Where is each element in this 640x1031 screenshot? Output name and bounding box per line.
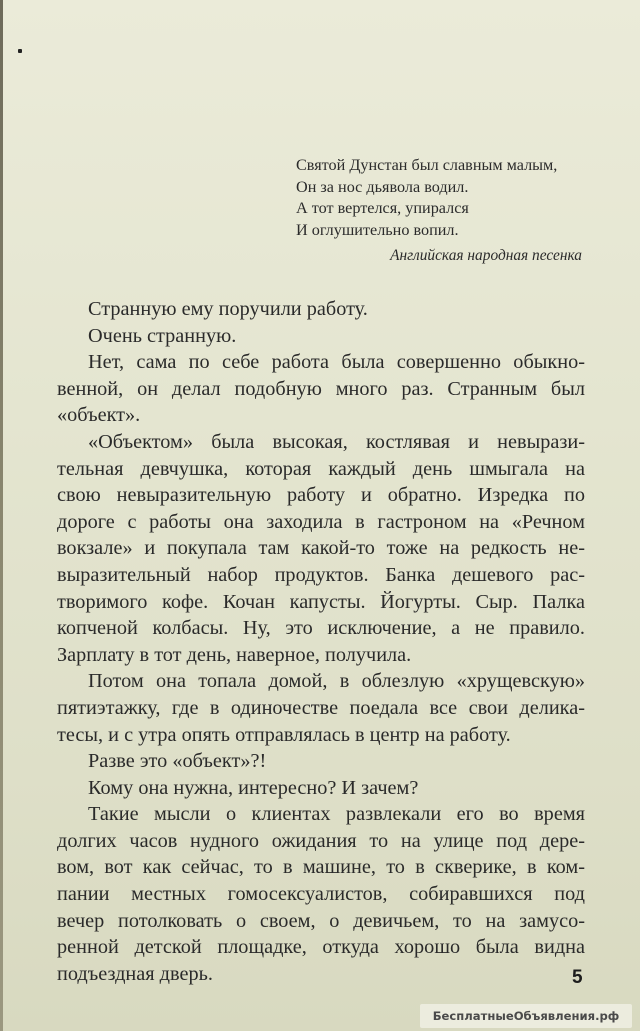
text-line: Очень странную. — [88, 324, 237, 347]
epigraph-line: Он за нос дьявола водил. — [296, 177, 469, 196]
text-line: Кому она нужна, интересно? И зачем? — [88, 776, 419, 799]
text-line: копченой колбасы. Ну, это исключение, а не правило. — [57, 617, 585, 640]
text-line: тесы, и с утра опять отправлялась в центр на работу. — [57, 723, 511, 746]
text-line: подъездная дверь. — [57, 962, 213, 985]
page-edge — [0, 0, 3, 1031]
text-line: венной, он делал подобную много раз. Странным был — [57, 377, 585, 400]
text-line: тельная девчушка, которая каждый день шмыгала на — [57, 457, 585, 480]
text-line: Зарплату в тот день, наверное, получила. — [57, 643, 412, 666]
page-number: 5 — [572, 967, 583, 988]
text-line: вом, вот как сейчас, то в машине, то в скверике, в ком- — [57, 856, 585, 879]
text-line: «Объектом» была высокая, костлявая и невырази- — [88, 430, 585, 453]
text-line: творимого кофе. Кочан капусты. Йогурты. Сыр. Палка — [57, 590, 585, 613]
watermark[interactable]: БесплатныеОбъявления.рф — [420, 1004, 632, 1028]
text-line: ренной детской площадке, откуда хорошо была видна — [57, 936, 585, 959]
text-line: выразительный набор продуктов. Банка дешевого рас- — [57, 563, 585, 586]
text-line: Нет, сама по себе работа была совершенно обыкно- — [88, 351, 585, 374]
epigraph-line: Святой Дунстан был славным малым, — [296, 156, 558, 174]
text-line: пании местных гомосексуалистов, собиравшихся под — [57, 883, 585, 906]
epigraph-line: И оглушительно вопил. — [296, 220, 459, 239]
print-speck — [18, 49, 22, 53]
text-line: долгих часов нудного ожидания то на улице под дере- — [57, 829, 585, 852]
epigraph — [296, 155, 582, 267]
text-line: пятиэтажку, где в одиночестве поедала все свои делика- — [57, 696, 585, 719]
text-line: Странную ему поручили работу. — [88, 298, 368, 320]
epigraph-line: А тот вертелся, упирался — [296, 199, 469, 218]
text-line: «объект». — [57, 404, 141, 427]
text-line: вокзале» и покупала там какой-то тоже на редкость не- — [57, 537, 585, 560]
text-line: дороге с работы она заходила в гастроном на «Речном — [57, 510, 585, 533]
text-line: вечер потолковать о своем, о девичьем, то на замусо- — [57, 909, 585, 932]
text-line: свою невыразительную работу и обратно. Изредка по — [57, 484, 585, 507]
body-text — [57, 296, 585, 987]
epigraph-source: Английская народная песенка — [390, 247, 582, 265]
text-line: Разве это «объект»?! — [88, 750, 267, 773]
text-line: Потом она топала домой, в облезлую «хрущевскую» — [88, 670, 585, 693]
text-line: Такие мысли о клиентах развлекали его во время — [88, 803, 585, 826]
